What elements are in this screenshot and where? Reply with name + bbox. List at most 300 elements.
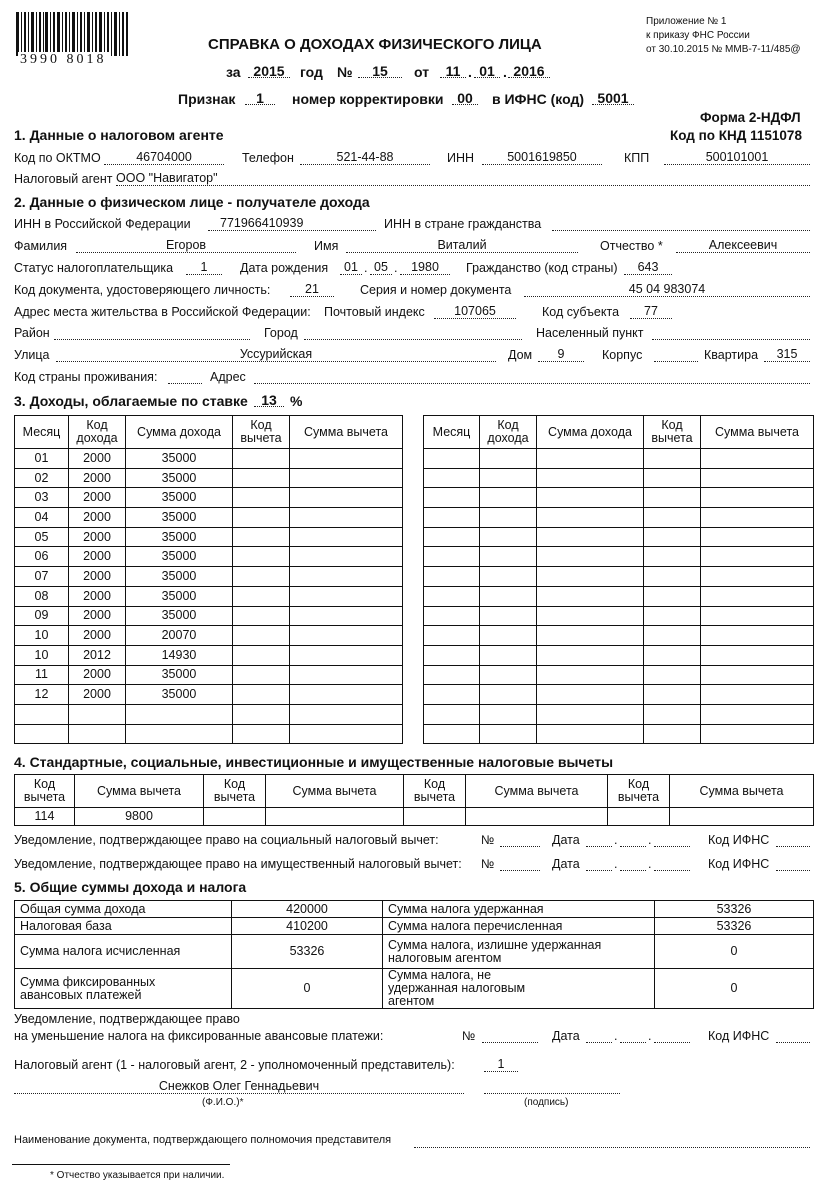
income-row: [424, 449, 814, 469]
deduction-sum-cell: [290, 606, 403, 626]
house-label: Дом: [508, 348, 533, 362]
total-income-label: Общая сумма дохода: [15, 901, 232, 918]
dob-year-field: 1980: [400, 260, 450, 275]
tax-withheld-label: Сумма налога удержанная: [383, 901, 655, 918]
deduction-code-cell: [233, 449, 290, 469]
agent-field: ООО "Навигатор": [116, 171, 810, 186]
deduction-code-cell: [204, 808, 266, 826]
locality-field: [652, 325, 810, 340]
notice-property-date-day: [586, 856, 612, 871]
month-cell: [424, 586, 480, 606]
section-4-title: 4. Стандартные, социальные, инвестиционные и имущественные налоговые вычеты: [14, 754, 614, 770]
income-code-cell: 2012: [69, 645, 126, 665]
phone-label: Телефон: [242, 151, 294, 165]
notice-social-date-year: [654, 832, 690, 847]
city-field: [304, 325, 522, 340]
footnote: * Отчество указывается при наличии.: [50, 1170, 225, 1181]
deduction-code-cell: [608, 808, 670, 826]
inn-rf-label: ИНН в Российской Федерации: [14, 217, 191, 231]
income-row: [424, 508, 814, 528]
income-code-cell: 2000: [69, 626, 126, 646]
income-row: [15, 606, 403, 626]
god-label: год: [300, 64, 323, 80]
income-row: [15, 704, 403, 724]
flat-field: 315: [764, 347, 810, 362]
month-cell: [424, 527, 480, 547]
notice-social-date-day: [586, 832, 612, 847]
income-row: [15, 586, 403, 606]
section-2-title: 2. Данные о физическом лице - получателе дохода: [14, 194, 370, 210]
income-sum-cell: [537, 665, 644, 685]
col-income-code: Код дохода: [69, 416, 126, 449]
inn-foreign-label: ИНН в стране гражданства: [384, 217, 542, 231]
income-code-cell: [69, 704, 126, 724]
deduction-sum-cell: [266, 808, 404, 826]
income-code-cell: [480, 508, 537, 528]
deduction-code-cell: [644, 508, 701, 528]
deduction-sum-cell: [701, 606, 814, 626]
income-table-right: [423, 415, 814, 744]
deduction-sum-cell: [290, 468, 403, 488]
income-row: [424, 724, 814, 744]
income-sum-cell: [537, 724, 644, 744]
advance-notice-date-month: [620, 1028, 646, 1043]
deduction-code-header: Код вычета: [608, 775, 670, 808]
deduction-sum-cell: [290, 586, 403, 606]
notice-property-no-field: [500, 856, 540, 871]
income-code-cell: [480, 449, 537, 469]
deduction-sum-cell: [290, 665, 403, 685]
month-cell: [424, 547, 480, 567]
income-code-cell: [480, 547, 537, 567]
month-cell: [424, 468, 480, 488]
date-month-field: 01: [474, 63, 500, 78]
deduction-sum-cell: [701, 704, 814, 724]
deduction-code-cell: [644, 724, 701, 744]
income-sum-cell: [537, 606, 644, 626]
advance-notice-date-dot-2: .: [648, 1029, 652, 1043]
deduction-sum-cell: [290, 704, 403, 724]
foreign-address-field: [254, 369, 810, 384]
income-sum-cell: 35000: [126, 547, 233, 567]
section-1-title: 1. Данные о налоговом агенте: [14, 127, 224, 143]
deduction-sum-cell: [290, 567, 403, 587]
deduction-code-header: Код вычета: [15, 775, 75, 808]
deduction-code-cell: [644, 449, 701, 469]
postcode-label: Почтовый индекс: [324, 305, 425, 319]
income-code-cell: 2000: [69, 527, 126, 547]
deduction-sum-header: Сумма вычета: [670, 775, 814, 808]
tax-overwithheld-label: Сумма налога, излишне удержанная налоговым агентом: [383, 935, 655, 969]
barcode-number: 3990 8018: [20, 52, 107, 67]
deduction-code-cell: [233, 488, 290, 508]
deduction-code-cell: [233, 527, 290, 547]
foreign-address-label: Адрес: [210, 370, 246, 384]
income-code-cell: 2000: [69, 449, 126, 469]
form-name: Форма 2-НДФЛ: [700, 110, 801, 125]
date-dot-1: .: [468, 64, 472, 80]
income-sum-cell: [537, 645, 644, 665]
month-cell: 06: [15, 547, 69, 567]
income-sum-cell: 14930: [126, 645, 233, 665]
income-code-cell: [480, 665, 537, 685]
tax-base-value: 410200: [232, 918, 383, 935]
deduction-code-cell: [644, 567, 701, 587]
kpp-label: КПП: [624, 151, 650, 165]
dob-dot-2: .: [394, 261, 398, 275]
income-code-cell: [480, 586, 537, 606]
tax-not-withheld-label: Сумма налога, не удержанная налоговым агентом: [383, 969, 655, 1009]
dob-month-field: 05: [370, 260, 392, 275]
street-field: Уссурийская: [56, 347, 496, 362]
deduction-code-cell: [404, 808, 466, 826]
income-row: [424, 685, 814, 705]
notice-social-date-dot-1: .: [614, 833, 618, 847]
appendix-line-2: к приказу ФНС России: [646, 30, 750, 41]
tax-not-withheld-value: 0: [655, 969, 814, 1009]
correction-field: 00: [452, 90, 478, 105]
deduction-sum-cell: [290, 724, 403, 744]
notice-property-date-year: [654, 856, 690, 871]
deduction-code-cell: [233, 567, 290, 587]
income-row: [424, 586, 814, 606]
month-cell: [424, 449, 480, 469]
deduction-code-cell: [233, 626, 290, 646]
deduction-code-cell: 114: [15, 808, 75, 826]
income-code-cell: [480, 704, 537, 724]
patronymic-field: Алексеевич: [676, 238, 810, 253]
month-cell: [15, 704, 69, 724]
tax-transferred-value: 53326: [655, 918, 814, 935]
income-sum-cell: [537, 488, 644, 508]
agent-label: Налоговый агент: [14, 172, 113, 186]
appendix-line-3: от 30.10.2015 № ММВ-7-11/485@: [646, 44, 801, 55]
address-label: Адрес места жительства в Российской Федерации:: [14, 305, 311, 319]
status-label: Статус налогоплательщика: [14, 261, 174, 275]
deduction-code-cell: [233, 547, 290, 567]
notice-property-no-label: №: [481, 857, 495, 871]
deduction-sum-cell: [290, 527, 403, 547]
doc-code-field: 21: [290, 282, 334, 297]
country-field: [168, 369, 202, 384]
income-row: [15, 468, 403, 488]
notice-social-date-dot-2: .: [648, 833, 652, 847]
income-code-cell: [480, 645, 537, 665]
advance-notice-ifns-field: [776, 1028, 810, 1043]
income-row: [15, 685, 403, 705]
income-code-cell: 2000: [69, 468, 126, 488]
deduction-code-cell: [233, 645, 290, 665]
date-year-field: 2016: [508, 63, 550, 78]
month-cell: 04: [15, 508, 69, 528]
deduction-sum-header: Сумма вычета: [466, 775, 608, 808]
deduction-code-cell: [233, 468, 290, 488]
income-sum-cell: 35000: [126, 606, 233, 626]
building-label: Корпус: [602, 348, 643, 362]
col-month: Месяц: [15, 416, 69, 449]
ifns-field: 5001: [592, 90, 634, 105]
phone-field: 521-44-88: [300, 150, 430, 165]
income-row: [15, 547, 403, 567]
flat-label: Квартира: [704, 348, 759, 362]
income-code-cell: 2000: [69, 685, 126, 705]
district-label: Район: [14, 326, 50, 340]
income-table-left: [14, 415, 403, 744]
col-income-sum: Сумма дохода: [126, 416, 233, 449]
dob-dot-1: .: [364, 261, 368, 275]
income-sum-cell: 35000: [126, 508, 233, 528]
page-title: СПРАВКА О ДОХОДАХ ФИЗИЧЕСКОГО ЛИЦА: [208, 36, 542, 53]
income-code-cell: 2000: [69, 547, 126, 567]
deduction-sum-cell: [701, 567, 814, 587]
correction-label: номер корректировки: [292, 91, 444, 107]
notice-property-date-dot-2: .: [648, 857, 652, 871]
oktmo-label: Код по ОКТМО: [14, 151, 101, 165]
income-sum-cell: 35000: [126, 488, 233, 508]
fixed-advance-label: Сумма фиксированных авансовых платежей: [15, 969, 232, 1009]
percent-sign: %: [290, 393, 303, 409]
priznak-field: 1: [245, 90, 275, 105]
income-sum-cell: [126, 704, 233, 724]
month-cell: 11: [15, 665, 69, 685]
date-day-field: 11: [440, 63, 466, 78]
country-label: Код страны проживания:: [14, 370, 158, 384]
income-row: [15, 645, 403, 665]
notice-social-label: Уведомление, подтверждающее право на социальный налоговый вычет:: [14, 833, 439, 847]
income-sum-cell: 35000: [126, 586, 233, 606]
notice-property-date-dot-1: .: [614, 857, 618, 871]
month-cell: [424, 567, 480, 587]
dob-day-field: 01: [340, 260, 362, 275]
fio-caption: (Ф.И.О.)*: [202, 1097, 244, 1108]
tax-overwithheld-value: 0: [655, 935, 814, 969]
tax-calculated-value: 53326: [232, 935, 383, 969]
tax-calculated-label: Сумма налога исчисленная: [15, 935, 232, 969]
advance-notice-no-field: [482, 1028, 538, 1043]
income-code-cell: 2000: [69, 488, 126, 508]
col-income-sum: Сумма дохода: [537, 416, 644, 449]
deduction-sum-cell: [701, 665, 814, 685]
city-label: Город: [264, 326, 298, 340]
advance-notice-line-1: Уведомление, подтверждающее право: [14, 1012, 240, 1026]
income-row: [424, 527, 814, 547]
income-row: [424, 488, 814, 508]
deduction-sum-cell: [290, 488, 403, 508]
deduction-sum-cell: [701, 508, 814, 528]
income-sum-cell: 20070: [126, 626, 233, 646]
income-code-cell: [480, 488, 537, 508]
deduction-sum-cell: [290, 449, 403, 469]
agent-inn-field: 5001619850: [482, 150, 602, 165]
deduction-sum-cell: [290, 547, 403, 567]
month-cell: [424, 665, 480, 685]
month-cell: [15, 724, 69, 744]
income-row: [424, 547, 814, 567]
tax-base-label: Налоговая база: [15, 918, 232, 935]
notice-social-ifns-field: [776, 832, 810, 847]
advance-notice-no-label: №: [462, 1029, 476, 1043]
income-sum-cell: 35000: [126, 685, 233, 705]
fixed-advance-value: 0: [232, 969, 383, 1009]
income-code-cell: [480, 685, 537, 705]
income-row: [15, 724, 403, 744]
notice-social-date-label: Дата: [552, 833, 580, 847]
income-row: [15, 527, 403, 547]
surname-field: Егоров: [76, 238, 296, 253]
name-label: Имя: [314, 239, 339, 253]
col-deduction-sum: Сумма вычета: [290, 416, 403, 449]
deduction-code-cell: [644, 704, 701, 724]
month-cell: [424, 626, 480, 646]
deduction-sum-cell: [701, 685, 814, 705]
income-sum-cell: 35000: [126, 567, 233, 587]
ot-label: от: [414, 64, 430, 80]
advance-notice-date-label: Дата: [552, 1029, 580, 1043]
income-code-cell: [480, 606, 537, 626]
income-sum-cell: 35000: [126, 449, 233, 469]
month-cell: 07: [15, 567, 69, 587]
advance-notice-date-dot-1: .: [614, 1029, 618, 1043]
col-month: Месяц: [424, 416, 480, 449]
deduction-code-cell: [644, 468, 701, 488]
deduction-sum-cell: [466, 808, 608, 826]
income-sum-cell: 35000: [126, 665, 233, 685]
street-label: Улица: [14, 348, 50, 362]
kpp-field: 500101001: [664, 150, 810, 165]
income-code-cell: [480, 468, 537, 488]
region-field: 77: [630, 304, 672, 319]
month-cell: [424, 685, 480, 705]
advance-notice-date-day: [586, 1028, 612, 1043]
citizenship-label: Гражданство (код страны): [466, 261, 618, 275]
deduction-code-header: Код вычета: [204, 775, 266, 808]
income-code-cell: [480, 724, 537, 744]
notice-property-date-month: [620, 856, 646, 871]
deduction-code-cell: [644, 645, 701, 665]
deduction-code-cell: [233, 606, 290, 626]
income-sum-cell: [537, 586, 644, 606]
month-cell: 02: [15, 468, 69, 488]
income-row: [15, 626, 403, 646]
deduction-sum-cell: [701, 645, 814, 665]
deduction-code-cell: [644, 586, 701, 606]
deduction-sum-cell: [290, 508, 403, 528]
income-row: [15, 665, 403, 685]
deduction-sum-cell: [290, 685, 403, 705]
za-label: за: [226, 64, 241, 80]
deduction-sum-header: Сумма вычета: [75, 775, 204, 808]
month-cell: [424, 488, 480, 508]
deduction-sum-cell: [701, 547, 814, 567]
deduction-code-header: Код вычета: [404, 775, 466, 808]
month-cell: 05: [15, 527, 69, 547]
deductions-table: [14, 774, 814, 826]
deduction-sum-header: Сумма вычета: [266, 775, 404, 808]
col-deduction-code: Код вычета: [644, 416, 701, 449]
income-row: [424, 665, 814, 685]
income-row: [424, 567, 814, 587]
month-cell: 03: [15, 488, 69, 508]
appendix-line-1: Приложение № 1: [646, 16, 727, 27]
footnote-divider: [12, 1164, 230, 1165]
knd-code: Код по КНД 1151078: [670, 128, 802, 143]
status-field: 1: [186, 260, 222, 275]
postcode-field: 107065: [434, 304, 516, 319]
name-field: Виталий: [346, 238, 578, 253]
deduction-code-cell: [644, 527, 701, 547]
doc-series-label: Серия и номер документа: [360, 283, 512, 297]
ifns-label: в ИФНС (код): [492, 91, 585, 107]
advance-notice-line-2: на уменьшение налога на фиксированные авансовые платежи:: [14, 1029, 384, 1043]
rate-field: 13: [254, 392, 284, 407]
income-sum-cell: [537, 626, 644, 646]
col-deduction-code: Код вычета: [233, 416, 290, 449]
income-sum-cell: [537, 685, 644, 705]
month-cell: 01: [15, 449, 69, 469]
agent-inn-label: ИНН: [447, 151, 475, 165]
income-code-cell: [480, 626, 537, 646]
agent-type-label: Налоговый агент (1 - налоговый агент, 2 - уполномоченный представитель):: [14, 1058, 455, 1072]
locality-label: Населенный пункт: [536, 326, 644, 340]
notice-social-date-month: [620, 832, 646, 847]
month-cell: 09: [15, 606, 69, 626]
agent-type-field: 1: [484, 1057, 518, 1072]
income-row: [424, 645, 814, 665]
total-income-value: 420000: [232, 901, 383, 918]
priznak-label: Признак: [178, 91, 236, 107]
notice-property-label: Уведомление, подтверждающее право на имущественный налоговый вычет:: [14, 857, 462, 871]
oktmo-field: 46704000: [104, 150, 224, 165]
deduction-code-cell: [233, 685, 290, 705]
region-label: Код субъекта: [542, 305, 620, 319]
income-code-cell: 2000: [69, 665, 126, 685]
income-code-cell: [480, 567, 537, 587]
col-income-code: Код дохода: [480, 416, 537, 449]
year-field: 2015: [248, 63, 290, 78]
deduction-sum-cell: [701, 626, 814, 646]
doc-name-label: Наименование документа, подтверждающего полномочия представителя: [14, 1134, 392, 1146]
income-code-cell: 2000: [69, 606, 126, 626]
advance-notice-ifns-label: Код ИФНС: [708, 1029, 770, 1043]
deduction-code-cell: [644, 606, 701, 626]
advance-notice-date-year: [654, 1028, 690, 1043]
income-row: [424, 468, 814, 488]
income-sum-cell: [537, 704, 644, 724]
deduction-code-cell: [233, 508, 290, 528]
deduction-sum-cell: [670, 808, 814, 826]
number-sign-label: №: [337, 64, 353, 80]
col-deduction-sum: Сумма вычета: [701, 416, 814, 449]
income-sum-cell: 35000: [126, 527, 233, 547]
dob-label: Дата рождения: [240, 261, 329, 275]
income-sum-cell: [537, 547, 644, 567]
income-sum-cell: [537, 449, 644, 469]
income-sum-cell: [126, 724, 233, 744]
deduction-sum-cell: [701, 468, 814, 488]
income-sum-cell: [537, 527, 644, 547]
notice-social-no-label: №: [481, 833, 495, 847]
doc-name-field: [414, 1133, 810, 1148]
deduction-code-cell: [233, 724, 290, 744]
month-cell: [424, 606, 480, 626]
deduction-code-cell: [233, 704, 290, 724]
deduction-sum-cell: [701, 724, 814, 744]
income-code-cell: [69, 724, 126, 744]
date-dot-2: .: [503, 64, 507, 80]
citizenship-field: 643: [624, 260, 672, 275]
tax-withheld-value: 53326: [655, 901, 814, 918]
tax-transferred-label: Сумма налога перечисленная: [383, 918, 655, 935]
